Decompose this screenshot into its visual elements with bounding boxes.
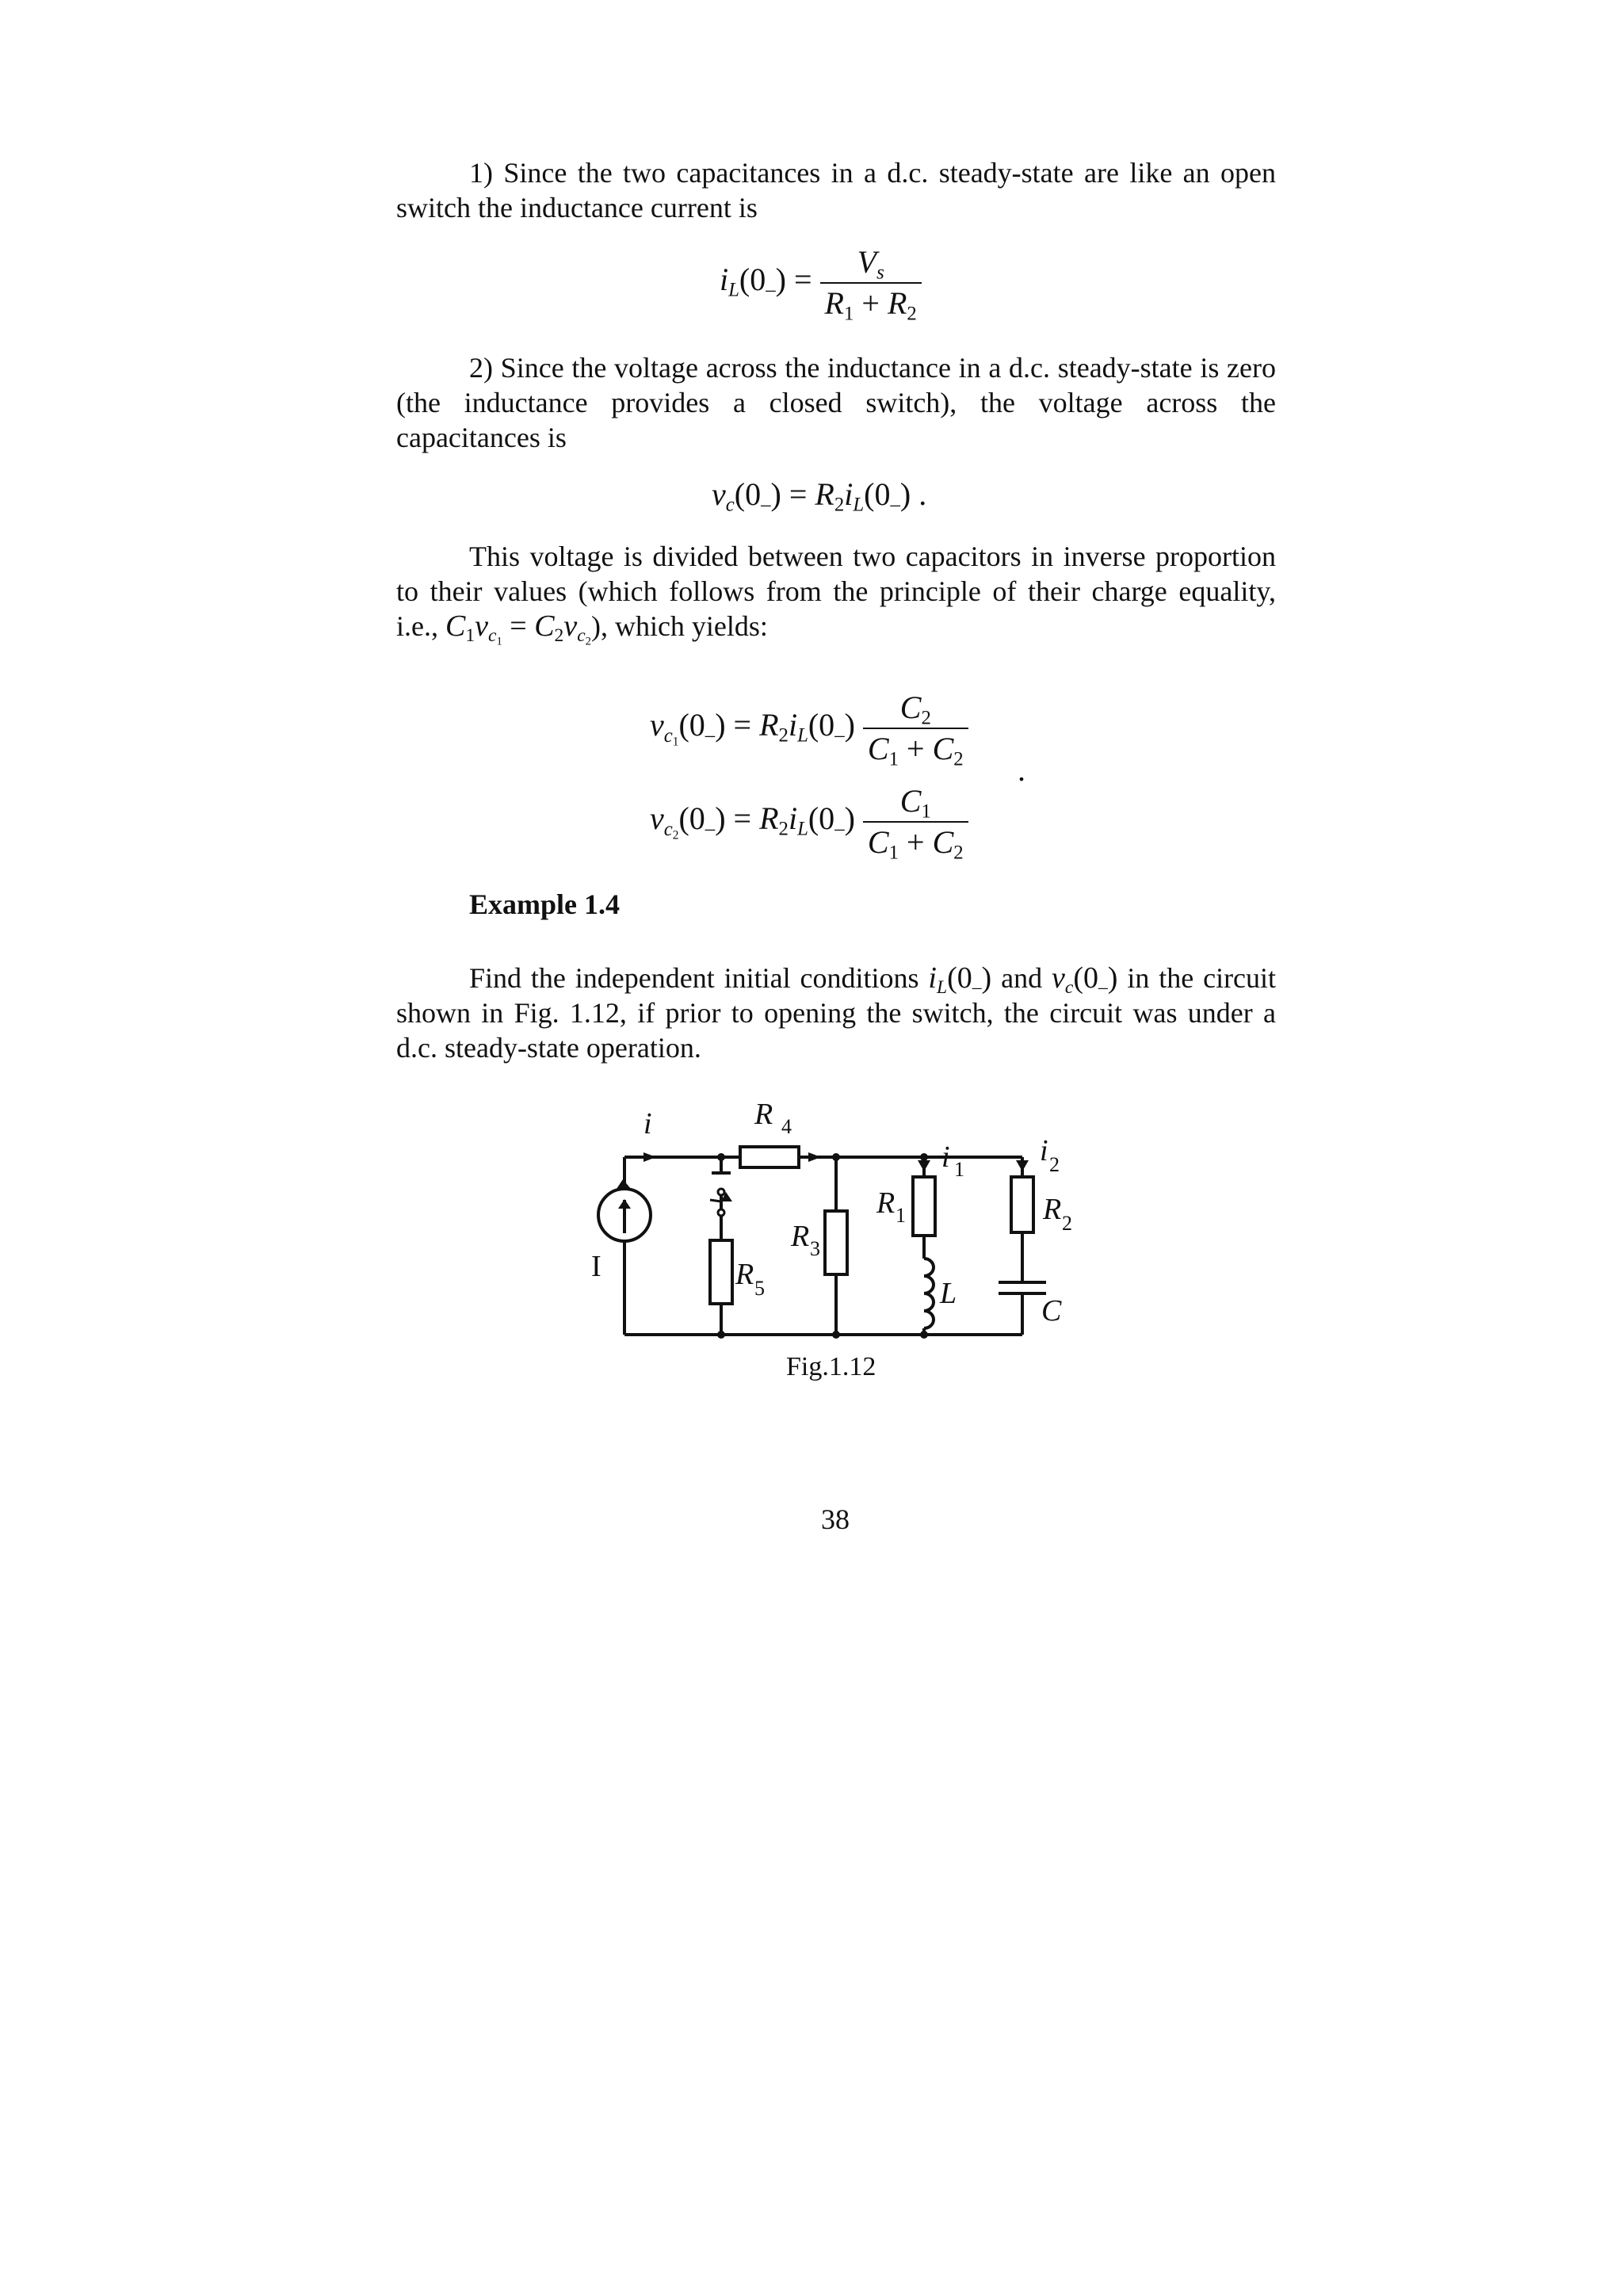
paragraph-4 [396, 961, 1276, 1065]
example-heading: Example 1.4 [469, 888, 621, 920]
label-r1: R [876, 1186, 896, 1220]
paragraph-4-text: Find the independent initial conditions [469, 962, 919, 994]
paragraph-1: 1) Since the two capacitances in a d.c. steady-state are like an open switch the inductance current is [396, 157, 1276, 223]
paragraph-2: 2) Since the voltage across the inductance in a d.c. steady-state is zero (the inductance provides a closed switch), the voltage across the capacitances is [396, 352, 1276, 453]
label-i1-sub: 1 [954, 1158, 964, 1181]
label-i2: i [1040, 1134, 1048, 1167]
label-i1: i [941, 1140, 950, 1174]
label-r5-sub: 5 [754, 1277, 765, 1300]
equation-vc-initial: $v_c(0_-) = R_2i_L(0_-)$ . [712, 476, 927, 516]
equation-period: . [1018, 752, 1025, 788]
paragraph-3 [396, 539, 1276, 648]
equation-il-initial: $i_L(0_-)$ = $\frac{V_s}{R_1 + R_2}$ [720, 243, 922, 323]
label-i2-sub: 2 [1049, 1153, 1060, 1176]
paragraph-3-text: This voltage is divided between two capacitors in inverse proportion to their values (which follows from the principle of their charge equality, i.e., [396, 541, 1276, 642]
label-r4: R [754, 1098, 773, 1131]
label-r2: R [1043, 1193, 1062, 1226]
paragraph-3-tail: ), which yields: [590, 610, 768, 642]
label-r5: R [735, 1258, 754, 1291]
label-r4-sub: 4 [781, 1115, 792, 1138]
paragraph-4-and: and [1001, 962, 1043, 994]
label-i: i [643, 1107, 652, 1140]
vc-expr: $v_c(0_-)$ [1051, 961, 1118, 999]
label-c: C [1041, 1294, 1062, 1328]
label-source-i: I [591, 1250, 601, 1283]
page-number: 38 [821, 1503, 850, 1535]
label-r3: R [791, 1220, 810, 1253]
label-l: L [940, 1277, 957, 1310]
equation-vc1: $v_{c_1}(0_-) = R_2i_L(0_-)$ $\frac{C_2}{C_1 + C_2}$ [650, 688, 968, 769]
label-r1-sub: 1 [896, 1204, 906, 1227]
equation-vc2: $v_{c_2}(0_-) = R_2i_L(0_-)$ $\frac{C_1}{C_1 + C_2}$ [650, 781, 968, 862]
il-expr: $i_L(0_-)$ [928, 961, 992, 999]
figure-caption: Fig.1.12 [786, 1352, 876, 1381]
label-r2-sub: 2 [1062, 1212, 1072, 1235]
paragraph-4-tail: in the circuit shown in Fig. 1.12, if prior to opening the switch, the circuit was under a d.c. steady-state operation. [396, 962, 1277, 1064]
charge-equality-expr: $C_1v_{c_1} = C_2v_{c_2}$ [445, 609, 591, 648]
label-r3-sub: 3 [810, 1237, 820, 1260]
circuit-diagram [571, 1094, 1109, 1355]
